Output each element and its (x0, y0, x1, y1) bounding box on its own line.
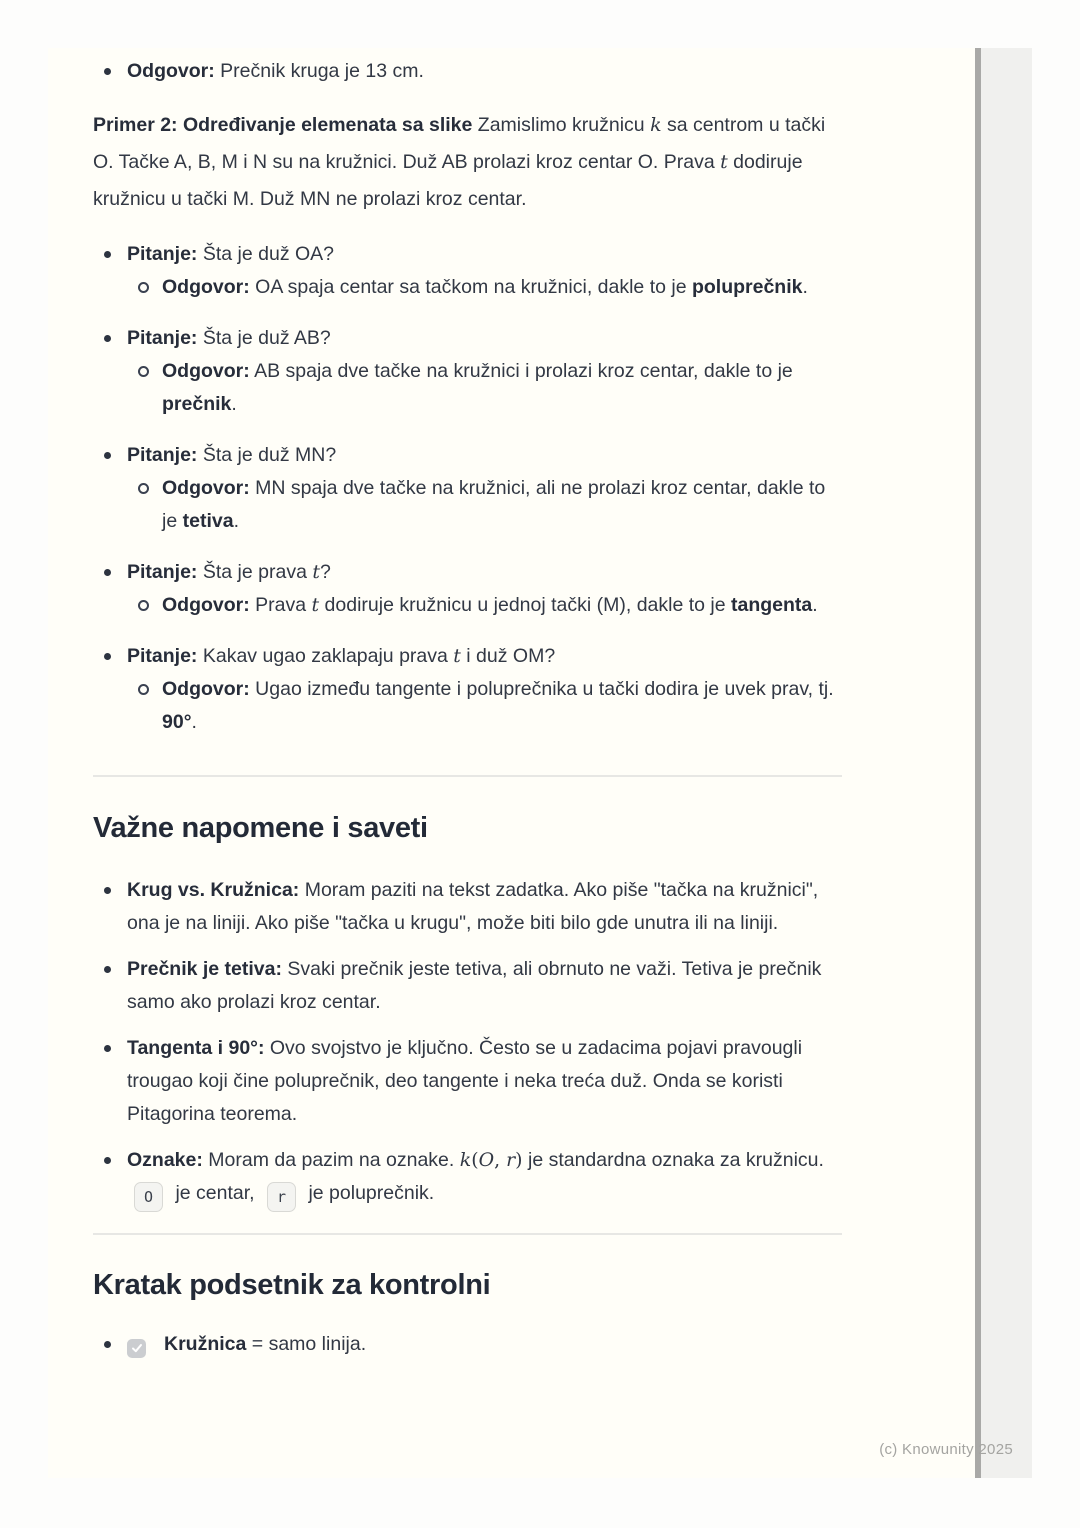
question-text: i duž OM? (460, 645, 556, 667)
question-line (93, 439, 843, 472)
answer-label: Odgovor: (162, 276, 250, 298)
answer-text: . (802, 276, 808, 298)
document-content (93, 48, 843, 1361)
qa-list (93, 238, 843, 739)
section-title: Kratak podsetnik za kontrolni (93, 1269, 491, 1301)
qa-item (93, 238, 843, 304)
checklist-item (93, 1328, 843, 1361)
answer-term: tangenta (731, 594, 813, 616)
section-title: Važne napomene i saveti (93, 812, 428, 844)
note-text: je centar, (170, 1182, 260, 1204)
question-text: ? (319, 561, 331, 583)
note-term: Prečnik je tetiva: (127, 958, 282, 980)
note-term: Tangenta i 90°: (127, 1037, 265, 1059)
math-paren: ) (515, 1149, 523, 1171)
paragraph-text: sa centrom u tački O. Tačke A, B, M i N su na kružnici. Duž AB prolazi kroz centar O. Prava (93, 114, 826, 173)
question-text: Šta je duž MN? (197, 444, 337, 466)
math-var-t: t (311, 594, 320, 616)
question-label: Pitanje: (127, 561, 198, 583)
answer-label: Odgovor: (162, 678, 250, 700)
inline-code-center: O (134, 1182, 163, 1212)
paragraph-text: Zamislimo kružnicu (472, 114, 651, 136)
math-comma: , (494, 1149, 507, 1171)
notes-list (93, 874, 843, 1212)
question-text: Kakav ugao zaklapaju prava (197, 645, 454, 667)
checklist-text: = samo linija. (246, 1333, 367, 1355)
answer-line (93, 355, 843, 421)
answer-text: Ugao između tangente i poluprečnika u tački dodira je uvek prav, tj. (249, 678, 834, 700)
answer-text: . (191, 711, 197, 733)
note-term: Oznake: (127, 1149, 203, 1171)
answer-line (93, 271, 843, 304)
answer-text: OA spaja centar sa tačkom na kružnici, dakle to je (249, 276, 692, 298)
checkmark-icon (131, 1342, 143, 1354)
answer-text: . (812, 594, 818, 616)
question-label: Pitanje: (127, 444, 198, 466)
note-item (93, 1032, 843, 1131)
answer-text: dodiruje kružnicu u jednoj tački (M), dakle to je (319, 594, 732, 616)
paragraph-text: dodiruje kružnicu u tački M. Duž MN ne prolazi kroz centar. (93, 151, 803, 210)
note-item (93, 953, 843, 1019)
question-line (93, 322, 843, 355)
answer-text: . (233, 510, 239, 532)
question-label: Pitanje: (127, 243, 198, 265)
answer-term: 90° (162, 711, 192, 733)
note-text: Moram da pazim na oznake. (202, 1149, 460, 1171)
answer-line (93, 673, 843, 739)
qa-item (93, 322, 843, 421)
document-page (48, 48, 975, 1478)
math-var-t: t (312, 561, 320, 583)
note-text: Svaki prečnik jeste tetiva, ali obrnuto ne važi. Tetiva je prečnik samo ako prolazi kroz centar. (127, 958, 822, 1013)
answer-text: MN spaja dve tačke na kružnici, ali ne prolazi kroz centar, dakle to je (162, 477, 826, 532)
answer-label: Odgovor: (162, 477, 250, 499)
question-text: Šta je duž AB? (197, 327, 331, 349)
math-paren: ( (471, 1149, 479, 1171)
math-var-O: O (478, 1149, 495, 1171)
question-label: Pitanje: (127, 645, 198, 667)
qa-item (93, 439, 843, 538)
answer-term: poluprečnik (691, 276, 803, 298)
answer-label: Odgovor: (127, 60, 215, 82)
note-text: je poluprečnik. (303, 1182, 435, 1204)
note-item (93, 874, 843, 940)
note-text: Ovo svojstvo je ključno. Često se u zadacima pojavi pravougli trougao koji čine poluprečnik, deo tangente i neka treća duž. Onda se koristi Pitagorina teorema. (127, 1037, 803, 1125)
note-text: Moram paziti na tekst zadatka. Ako piše "tačka na kružnici", ona je na liniji. Ako piše "tačka u krugu", može biti bilo gde unutra ili na liniji. (127, 879, 819, 934)
answer-term: prečnik (162, 393, 232, 415)
example-paragraph (93, 107, 843, 218)
note-item (93, 1144, 843, 1212)
question-line (93, 556, 843, 589)
answer-text: AB spaja dve tačke na kružnici i prolazi kroz centar, dakle to je (249, 360, 793, 382)
qa-item (93, 556, 843, 622)
answer-term: tetiva (182, 510, 234, 532)
scrollbar-thumb[interactable] (975, 48, 981, 1478)
checklist-term: Kružnica (164, 1333, 247, 1355)
note-text: je standardna oznaka za kružnicu. (522, 1149, 824, 1171)
answer-line (93, 589, 843, 622)
math-var-k: k (650, 114, 662, 136)
question-text: Šta je prava (197, 561, 313, 583)
math-var-r: r (506, 1149, 516, 1171)
checked-checkbox[interactable] (127, 1339, 146, 1358)
section-divider (93, 1233, 842, 1235)
example-title: Primer 2: Određivanje elemenata sa slike (93, 114, 473, 136)
answer-text: . (231, 393, 237, 415)
question-line (93, 640, 843, 673)
math-var-t: t (453, 645, 461, 667)
question-label: Pitanje: (127, 327, 198, 349)
list-item (93, 55, 843, 88)
answer-text: Prava (249, 594, 312, 616)
math-var-k: k (459, 1149, 472, 1171)
answer-line (93, 472, 843, 538)
answer-text: Prečnik kruga je 13 cm. (214, 60, 424, 82)
answer-label: Odgovor: (162, 360, 250, 382)
question-line (93, 238, 843, 271)
copyright-watermark: (c) Knowunity 2025 (879, 1441, 1013, 1458)
side-scrollbar-track[interactable] (981, 48, 1032, 1478)
note-term: Krug vs. Kružnica: (127, 879, 300, 901)
inline-code-radius: r (267, 1182, 296, 1212)
answer-label: Odgovor: (162, 594, 250, 616)
math-var-t: t (720, 151, 728, 173)
qa-item (93, 640, 843, 739)
question-text: Šta je duž OA? (197, 243, 335, 265)
section-divider (93, 775, 842, 777)
